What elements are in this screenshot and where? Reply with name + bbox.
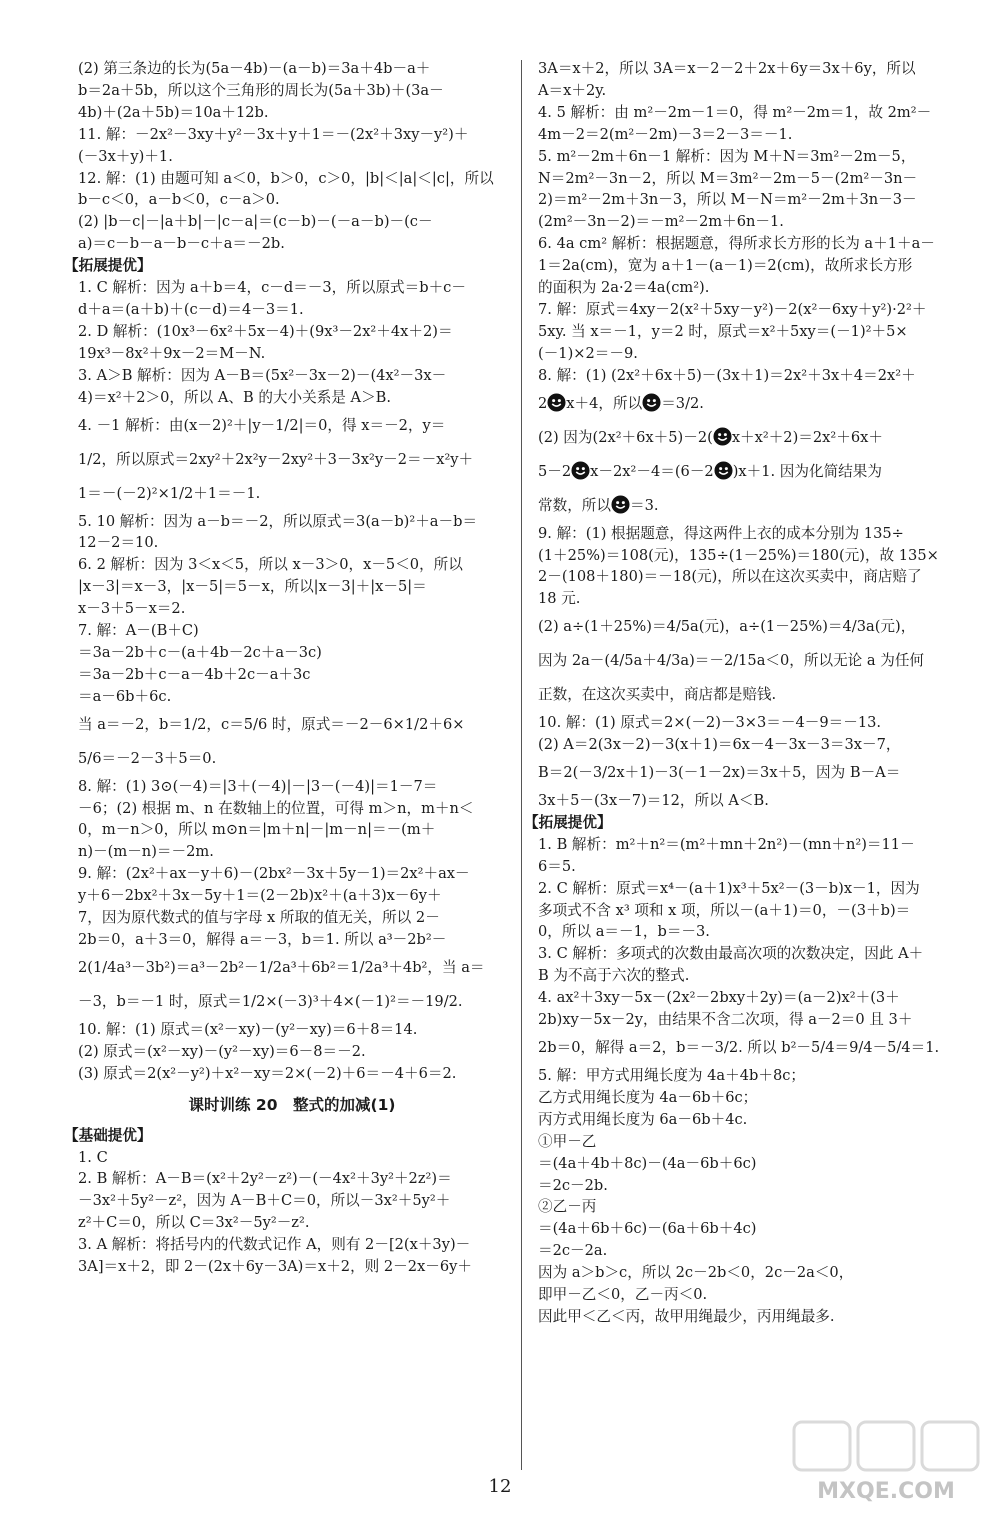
text-line: 7. 解：原式＝4xy－2(x²＋5xy－y²)－2(x²－6xy＋y²)·2²＋: [538, 300, 927, 318]
text-line: ＝(4a＋6b＋6c)－(6a＋6b＋4c): [538, 1220, 757, 1238]
text-line: 10. 解：(1) 原式＝2×(－2)－3×3＝－4－9＝－13.: [538, 714, 882, 732]
text-line: n)－(m－n)＝－2m.: [78, 843, 214, 861]
text-line: (2) 因为(2x²＋6x＋5)－2( x＋x²＋2)＝2x²＋6x＋: [538, 428, 883, 446]
text-line: B＝2(－3/2x＋1)－3(－1－2x)＝3x＋5，因为 B－A＝: [538, 764, 901, 782]
text-line: －3，b＝－1 时，原式＝1/2×(－3)³＋4×(－1)²＝－19/2.: [78, 992, 463, 1010]
text-line: 常数，所以 ＝3.: [538, 496, 659, 514]
text-line: 9. 解：(2x²＋ax－y＋6)－(2bx²－3x＋5y－1)＝2x²＋ax－: [78, 865, 470, 883]
text-line: ＝3a－2b＋c－a－4b＋2c－a＋3c: [78, 665, 311, 683]
text-line: N＝2m²－3n－2，所以 M＝3m²－2m－5－(2m²－3n－: [538, 169, 918, 187]
text-line: 2. B 解析：A－B＝(x²＋2y²－z²)－(－4x²＋3y²＋2z²)＝: [78, 1170, 452, 1188]
text-line: 6. 4a cm² 解析：根据题意，得所求长方形的长为 a＋1＋a－: [538, 235, 935, 253]
text-line: 4. 5 解析：由 m²－2m－1＝0，得 m²－2m＝1，故 2m²－: [538, 103, 932, 121]
section-heading: 【拓展提优】: [524, 813, 612, 831]
smiley-face-icon: [611, 495, 630, 514]
smiley-face-icon: [547, 393, 566, 412]
text-line: 3x＋5－(3x－7)＝12，所以 A＜B.: [538, 792, 769, 810]
text-line: 5/6＝－2－3＋5＝0.: [78, 749, 217, 767]
text-line: 1. B 解析：m²＋n²＝(m²＋mn＋2n²)－(mn＋n²)＝11－: [538, 835, 915, 853]
text-line: 5. 10 解析：因为 a－b＝－2，所以原式＝3(a－b)²＋a－b＝: [78, 512, 478, 530]
text-line: (2) a÷(1＋25%)＝4/5a(元)，a÷(1－25%)＝4/3a(元)，: [538, 618, 916, 636]
text-line: (－3x＋y)＋1.: [78, 147, 173, 165]
text-line: 1/2，所以原式＝2xy²＋2x²y－2xy²＋3－3x²y－2＝－x²y＋: [78, 450, 474, 468]
text-line: 3. A＞B 解析：因为 A－B＝(5x²－3x－2)－(4x²－3x－: [78, 366, 447, 384]
text-line: y＋6－2bx²＋3x－5y＋1＝(2－2b)x²＋(a＋3)x－6y＋: [78, 887, 442, 905]
text-line: A＝x＋2y.: [538, 81, 607, 99]
text-line: d＋a＝(a＋b)＋(c－d)＝4－3＝1.: [78, 300, 304, 318]
text-line: 2(1/4a³－3b²)＝a³－2b²－1/2a³＋6b²＝1/2a³＋4b²，当 a＝: [78, 958, 485, 976]
text-line: 6. 2 解析：因为 3＜x＜5，所以 x－3＞0，x－5＜0，所以: [78, 556, 463, 574]
text-line: a)＝c－b－a－b－c＋a＝－2b.: [78, 235, 285, 253]
text-line: 2. D 解析：(10x³－6x²＋5x－4)＋(9x³－2x²＋4x＋2)＝: [78, 322, 453, 340]
text-line: 6＝5.: [538, 857, 576, 875]
text-line: (2m²－3n－2)＝－m²－2m＋6n－1.: [538, 213, 784, 231]
text-line: 4b)＋(2a＋5b)＝10a＋12b.: [78, 103, 269, 121]
text-line: 1. C: [78, 1148, 108, 1166]
section-heading: 【拓展提优】: [64, 257, 152, 275]
text-line: ＝3a－2b＋c－(a＋4b－2c＋a－3c): [78, 643, 322, 661]
text-line: (2) 第三条边的长为(5a－4b)－(a－b)＝3a＋4b－a＋: [78, 60, 431, 77]
section-heading: 【基础提优】: [64, 1126, 152, 1144]
text-line: －3x²＋5y²－z²，因为 A－B＋C＝0，所以－3x²＋5y²＋: [78, 1192, 451, 1210]
text-line: 乙方式用绳长度为 4a－6b＋6c；: [538, 1088, 758, 1106]
text-line: 的面积为 2a·2＝4a(cm²).: [538, 279, 710, 297]
text-line: b－c＜0，a－b＜0，c－a＞0.: [78, 191, 280, 209]
text-line: 1＝－(－2)²×1/2＋1＝－1.: [78, 484, 261, 502]
smiley-face-icon: [571, 461, 590, 480]
text-line: (2) A＝2(3x－2)－3(x＋1)＝6x－4－3x－3＝3x－7，: [538, 736, 901, 754]
smiley-face-icon: [713, 427, 732, 446]
text-line: 2b＝0，a＋3＝0，解得 a＝－3，b＝1. 所以 a³－2b²－: [78, 931, 447, 948]
text-line: 2b＝0，解得 a＝2，b＝－3/2. 所以 b²－5/4＝9/4－5/4＝1.: [538, 1039, 940, 1056]
text-line: (3) 原式＝2(x²－y²)＋x²－xy＝2×(－2)＋6＝－4＋6＝2.: [78, 1064, 457, 1082]
text-line: (2) |b－c|－|a＋b|－|c－a|＝(c－b)－(－a－b)－(c－: [78, 213, 433, 231]
text-line: ＝2c－2b.: [538, 1176, 608, 1194]
text-line: 因为 a＞b＞c，所以 2c－2b＜0，2c－2a＜0，: [538, 1264, 854, 1282]
text-line: (－1)×2＝－9.: [538, 344, 638, 362]
text-line: 3. C 解析：多项式的次数由最高次项的次数决定，因此 A＋: [538, 945, 924, 963]
text-line: 12－2＝10.: [78, 534, 159, 552]
text-line: 正数，在这次买卖中，商店都是赔钱.: [538, 686, 777, 704]
text-line: 5. 解：甲方式用绳长度为 4a＋4b＋8c；: [538, 1067, 805, 1084]
right-column: [524, 58, 958, 1328]
text-line: 4. －1 解析：由(x－2)²＋|y－1/2|＝0，得 x＝－2，y＝: [78, 416, 446, 434]
text-line: 1. C 解析：因为 a＋b＝4，c－d＝－3，所以原式＝b＋c－: [78, 279, 466, 297]
text-line: z²＋C＝0，所以 C＝3x²－5y²－z².: [78, 1214, 310, 1232]
text-line: 多项式不含 x³ 项和 x 项，所以－(a＋1)＝0，－(3＋b)＝: [538, 901, 911, 919]
text-line: 当 a＝－2，b＝1/2，c＝5/6 时，原式＝－2－6×1/2＋6×: [78, 715, 465, 733]
text-line: (1＋25%)＝108(元)，135÷(1－25%)＝180(元)，故 135×: [538, 546, 939, 564]
text-line: ①甲－乙: [538, 1132, 597, 1150]
text-line: 1＝2a(cm)，宽为 a＋1－(a－1)＝2(cm)，故所求长方形: [538, 257, 913, 275]
text-line: 丙方式用绳长度为 6a－6b＋4c.: [538, 1110, 748, 1128]
text-line: 5－2 x－2x²－4＝(6－2 )x＋1. 因为化简结果为: [538, 462, 882, 480]
text-line: 2)＝m²－2m＋3n－3，所以 M－N＝m²－2m＋3n－3－: [538, 191, 917, 209]
text-line: 因此甲＜乙＜丙，故甲用绳最少，丙用绳最多.: [538, 1307, 835, 1325]
text-line: 3. A 解析：将括号内的代数式记作 A，则有 2－[2(x＋3y)－: [78, 1236, 471, 1254]
text-line: 8. 解：(1) (2x²＋6x＋5)－(3x＋1)＝2x²＋3x＋4＝2x²＋: [538, 366, 916, 384]
text-line: 7，因为原代数式的值与字母 x 所取的值无关，所以 2－: [78, 909, 440, 927]
text-line: 0，所以 a＝－1，b＝－3.: [538, 923, 710, 941]
watermark-logo: [786, 1416, 986, 1506]
column-divider: [521, 60, 522, 1470]
text-line: 因为 2a－(4/5a＋4/3a)＝－2/15a＜0，所以无论 a 为任何: [538, 652, 925, 670]
text-line: 8. 解：(1) 3⊙(－4)＝|3＋(－4)|－|3－(－4)|＝1－7＝: [78, 777, 438, 795]
text-line: 即甲－乙＜0，乙－丙＜0.: [538, 1286, 708, 1304]
text-line: 3A]＝x＋2，即 2－(2x＋6y－3A)＝x＋2，则 2－2x－6y＋: [78, 1258, 473, 1276]
text-line: 12. 解：(1) 由题可知 a＜0，b＞0，c＞0，|b|＜|a|＜|c|，所以: [78, 169, 494, 187]
text-line: B 为不高于六次的整式.: [538, 967, 690, 985]
text-line: b＝2a＋5b，所以这个三角形的周长为(5a＋3b)＋(3a－: [78, 81, 444, 99]
page-number: 12: [488, 1476, 512, 1497]
text-line: 2b)xy－5x－2y，由结果不含二次项，得 a－2＝0 且 3＋: [538, 1011, 913, 1029]
text-line: 19x³－8x²＋9x－2＝M－N.: [78, 344, 266, 362]
text-line: 4)＝x²＋2＞0，所以 A、B 的大小关系是 A＞B.: [78, 388, 392, 406]
text-line: 2 x＋4，所以 ＝3/2.: [538, 394, 704, 412]
text-line: |x－3|＝x－3，|x－5|＝5－x，所以|x－3|＋|x－5|＝: [78, 578, 427, 596]
text-line: 5xy. 当 x＝－1，y＝2 时，原式＝x²＋5xy＝(－1)²＋5×: [538, 322, 908, 340]
text-line: －6；(2) 根据 m、n 在数轴上的位置，可得 m＞n，m＋n＜: [78, 799, 474, 817]
text-line: 7. 解：A－(B＋C): [78, 622, 199, 640]
smiley-face-icon: [714, 461, 733, 480]
text-line: 0，m－n＞0，所以 m⊙n＝|m＋n|－|m－n|＝－(m＋: [78, 821, 436, 839]
lesson-title: 课时训练 20 整式的加减(1): [188, 1095, 396, 1114]
text-line: 2－(108＋180)＝－18(元)，所以在这次买卖中，商店赔了: [538, 568, 922, 586]
text-line: 11. 解：－2x²－3xy＋y²－3x＋y＋1＝－(2x²＋3xy－y²)＋: [78, 125, 469, 143]
text-line: ＝a－6b＋6c.: [78, 687, 172, 705]
text-line: ＝(4a＋4b＋8c)－(4a－6b＋6c): [538, 1154, 757, 1172]
text-line: 9. 解：(1) 根据题意，得这两件上衣的成本分别为 135÷: [538, 524, 904, 542]
watermark-url: MXQE.COM: [817, 1479, 955, 1504]
smiley-face-icon: [642, 393, 661, 412]
text-line: x－3＋5－x＝2.: [78, 600, 186, 618]
text-line: ＝2c－2a.: [538, 1242, 608, 1260]
text-line: 4. ax²＋3xy－5x－(2x²－2bxy＋2y)＝(a－2)x²＋(3＋: [538, 989, 900, 1007]
text-line: 2. C 解析：原式＝x⁴－(a＋1)x³＋5x²－(3－b)x－1，因为: [538, 879, 920, 897]
text-line: 10. 解：(1) 原式＝(x²－xy)－(y²－xy)＝6＋8＝14.: [78, 1020, 418, 1038]
left-column: [64, 58, 506, 1278]
text-line: ②乙－丙: [538, 1198, 597, 1216]
text-line: 4m－2＝2(m²－2m)－3＝2－3＝－1.: [538, 125, 793, 143]
text-line: 5. m²－2m＋6n－1 解析：因为 M＋N＝3m²－2m－5，: [538, 147, 916, 165]
text-line: 18 元.: [538, 590, 581, 608]
text-line: 3A＝x＋2，所以 3A＝x－2－2＋2x＋6y＝3x＋6y，所以: [538, 60, 916, 77]
text-line: (2) 原式＝(x²－xy)－(y²－xy)＝6－8＝－2.: [78, 1042, 366, 1060]
